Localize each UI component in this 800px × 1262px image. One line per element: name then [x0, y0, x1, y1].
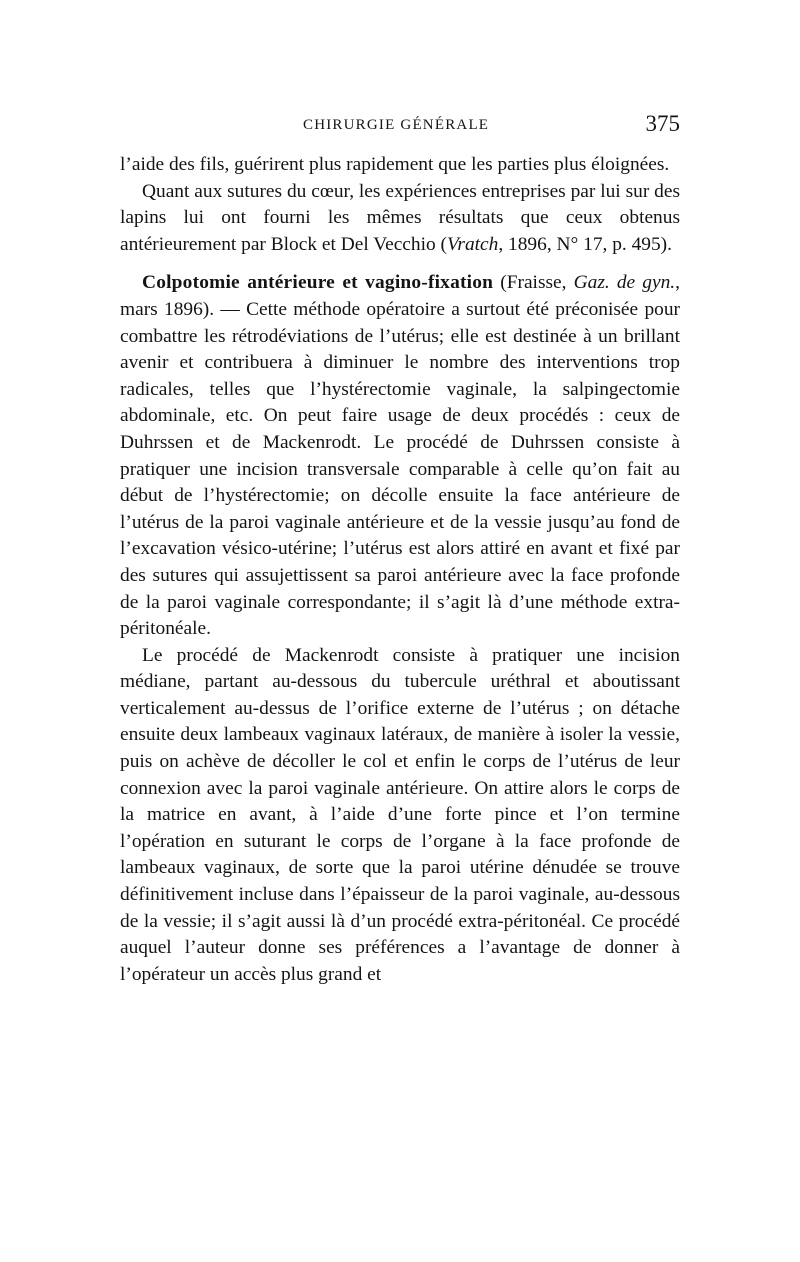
paragraph-mackenrodt: Le procédé de Mackenrodt consiste à pratiquer une incision médiane, partant au-dessous du tubercule uréthral et aboutissant verticalement au-dessus de l’orifice externe de l’utérus ; on détache ensuite deux lambeaux vaginaux latéraux, de manière à isoler la vessie, puis on achève de décoller le col et enfin le corps de l’utérus de leur connexion avec la paroi vaginale antérieure. On attire alors le corps de la matrice en avant, à l’aide d’une forte pince et l’on termine l’opération en suturant le corps de l’organe à la face profonde de lambeaux vaginaux, de sorte que la paroi utérine dénudée se trouve définitivement incluse dans l’épaisseur de la paroi vaginale, au-dessous de la vessie; il s’agit aussi là d’un procédé extra-péritonéal. Ce procédé auquel l’auteur donne ses préférences a l’avantage de donner à l’opérateur un accès plus grand et [120, 644, 680, 985]
paragraph-heart-sutures [120, 179, 680, 259]
running-title: CHIRURGIE GÉNÉRALE [303, 117, 490, 133]
paragraph-heart-sutures-text: Quant aux sutures du cœur, les expériences entreprises par lui sur des lapins lui ont fourni les mêmes résultats que ceux obtenus antérieurement par Block et Del Vecchio ( [120, 180, 680, 255]
paragraph-colpotomie [120, 270, 680, 642]
journal-title-vratch: Vratch [447, 233, 499, 255]
body-text [120, 152, 680, 988]
paragraph-continuation: l’aide des fils, guérirent plus rapidement que les parties plus éloignées. [120, 154, 670, 175]
page-number: 375 [645, 111, 680, 136]
paragraph-colpotomie-text: , mars 1896). — Cette méthode opératoire a surtout été préconisée pour combattre les rétrodéviations de l’utérus; elle est destinée à un brillant avenir et contribuera à diminuer le nombre des interventions trop radicales, telles que l’hystérectomie vaginale, la salpingectomie abdominale, etc. On peut faire usage de deux procédés : ceux de Duhrssen et de Mackenrodt. Le procédé de Duhrssen consiste à pratiquer une incision transversale comparable à celle qu’on fait au début de l’hystérectomie; on décolle ensuite la face antérieure de l’utérus de la paroi vaginale antérieure et de la vessie jusqu’au fond de l’excavation vésico-utérine; l’utérus est alors attiré en avant et fixé par des sutures qui assujettissent sa paroi antérieure avec la face profonde de la paroi vaginale correspondante; il s’agit là d’une méthode extra-péritonéale. [120, 272, 680, 640]
journal-title-gaz-gyn: Gaz. de gyn. [573, 272, 676, 294]
citation-details: , 1896, N° 17, p. 495). [498, 233, 672, 255]
page-header [120, 113, 680, 141]
author-reference: (Fraisse, [493, 272, 574, 294]
section-heading: Colpotomie antérieure et vagino-fixation [142, 272, 494, 294]
